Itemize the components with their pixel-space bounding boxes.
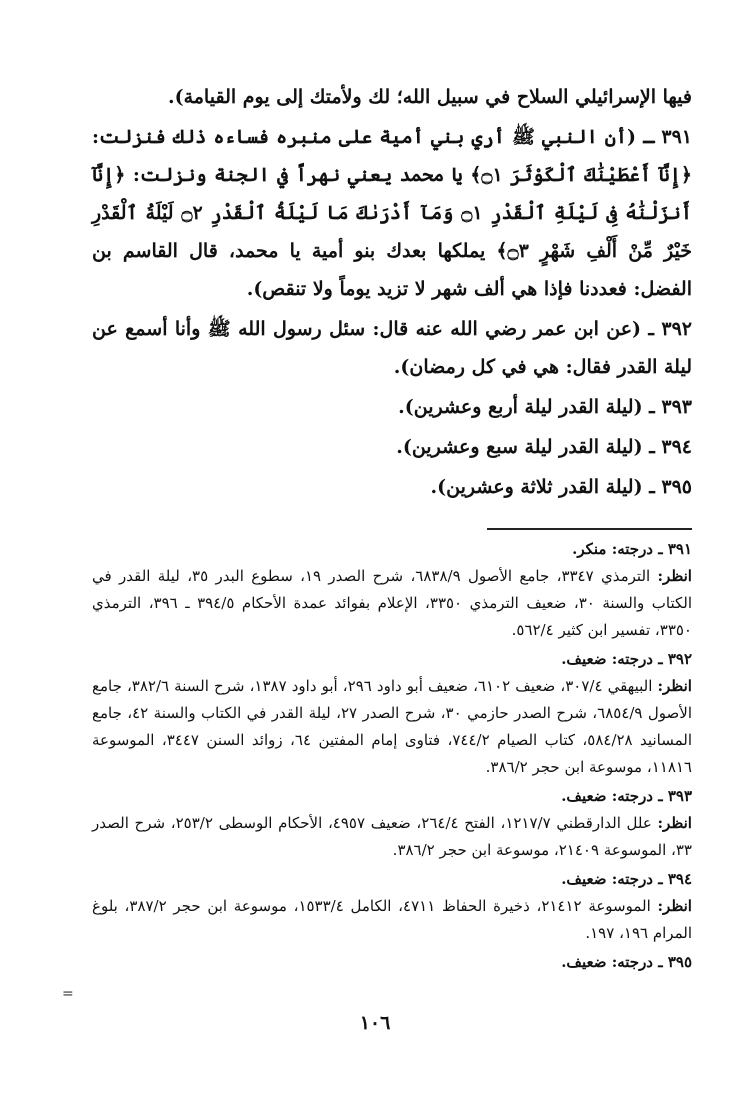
footnote-text: علل الدارقطني ١٢١٧/٧، الفتح ٢٦٤/٤، ضعيف ٤٩٥٧، الأحكام الوسطى ٢٥٣/٢، شرح الصدر ٣٣، الموسوعة ٢١٤٠٩، موسوعة ابن حجر ٣٨٦/٢. [92, 814, 692, 859]
footnote-label: ٣٩٢ ـ درجته: [611, 650, 692, 668]
margin-mark: = [62, 986, 74, 1002]
footnote-text: الترمذي ٣٣٤٧، جامع الأصول ٦٨٣٨/٩، شرح الصدر ١٩، سطوع البدر ٣٥، ليلة القدر في الكتاب والسنة ٣٠، ضعيف الترمذي ٣٣٥٠، الإعلام بفوائد عمدة الأحكام ٣٩٤/٥ ـ ٣٩٦، الترمذي ٣٣٥٠، تفسير ابن كثير ٥٦٢/٤. [92, 567, 692, 639]
footnote-grade: ضعيف. [561, 650, 607, 668]
footnote-text: البيهقي ٣٠٧/٤، ضعيف ٦١٠٢، ضعيف أبو داود ٢٩٦، أبو داود ١٣٨٧، شرح السنة ٣٨٢/٦، جامع الأصول ٦٨٥٤/٩، شرح الصدر حازمي ٣٠، شرح الصدر ٢٧، ليلة القدر في الكتاب والسنة ٤٢، جامع المسانيد ٥٨٤/٢٨، كتاب الصيام ٧٤٤/٢، فتاوى إمام المفتين ٦٤، زوائد السنن ٣٤٤٧، الموسوعة ١١٨١٦، موسوعة ابن حجر ٣٨٦/٢. [92, 677, 693, 776]
footnote-392-head [92, 646, 692, 673]
footnote-lead: انظر: [657, 677, 692, 695]
footnote-393-head [92, 783, 692, 810]
footnote-label: ٣٩٤ ـ درجته: [611, 870, 692, 888]
footnote-label: ٣٩٣ ـ درجته: [611, 787, 692, 805]
entry-391: ٣٩١ ـ (أن النبي ﷺ أري بني أمية على منبره فساءه ذلك فنزلت: ﴿إِنَّآ أَعْطَيْنَٰكَ ٱلْكَوْثَرَ ۝١﴾ يا محمد يعني نهراً في الجنة ونزلت: ﴿إِنَّآ أَنزَلْنَٰهُ فِى لَيْلَةِ ٱلْقَدْرِ ۝١ وَمَآ أَدْرَىٰكَ مَا لَيْلَةُ ٱلْقَدْرِ ۝٢ لَيْلَةُ ٱلْقَدْرِ خَيْرٌ مِّنْ أَلْفِ شَهْرٍ ۝٣﴾ يملكها بعدك بنو أمية يا محمد، قال القاسم بن الفضل: فعددنا فإذا هي ألف شهر لا تزيد يوماً ولا تنقص). [92, 126, 693, 300]
footnote-lead: انظر: [657, 567, 692, 585]
footnote-grade: ضعيف. [561, 787, 607, 805]
intro-line: فيها الإسرائيلي السلاح في سبيل الله؛ لك ولأمتك إلى يوم القيامة). [167, 86, 692, 108]
main-text [92, 78, 692, 506]
entry-395: ٣٩٥ ـ (ليلة القدر ثلاثة وعشرين). [430, 476, 692, 498]
footnote-grade: ضعيف. [561, 953, 607, 971]
footnote-391-body [92, 563, 692, 644]
book-page [92, 78, 692, 976]
footnote-label: ٣٩١ ـ درجته: [611, 540, 692, 558]
footnote-394-body [92, 893, 692, 947]
footnote-grade: منكر. [572, 540, 607, 558]
entry-392: ٣٩٢ ـ (عن ابن عمر رضي الله عنه قال: سئل رسول الله ﷺ وأنا أسمع عن ليلة القدر فقال: هي في كل رمضان). [92, 318, 692, 378]
footnote-text: الموسوعة ٢١٤١٢، ذخيرة الحفاظ ٤٧١١، الكامل ١٥٣٣/٤، موسوعة ابن حجر ٣٨٧/٢، بلوغ المرام ١٩٦، ١٩٧. [92, 897, 692, 942]
footnote-lead: انظر: [657, 897, 692, 915]
footnote-392-body [92, 673, 692, 781]
page-number: ١٠٦ [359, 1012, 391, 1034]
footnote-393-body [92, 810, 692, 864]
footnote-394-head [92, 866, 692, 893]
footnote-label: ٣٩٥ ـ درجته: [611, 953, 692, 971]
footnote-395-head [92, 949, 692, 976]
footnote-lead: انظر: [657, 814, 692, 832]
entry-393: ٣٩٣ ـ (ليلة القدر ليلة أربع وعشرين). [398, 396, 692, 418]
footnote-grade: ضعيف. [561, 870, 607, 888]
entry-394: ٣٩٤ ـ (ليلة القدر ليلة سبع وعشرين). [396, 436, 692, 458]
footnotes [92, 536, 692, 976]
footnote-391-head [92, 536, 692, 563]
footnote-separator [487, 528, 692, 530]
